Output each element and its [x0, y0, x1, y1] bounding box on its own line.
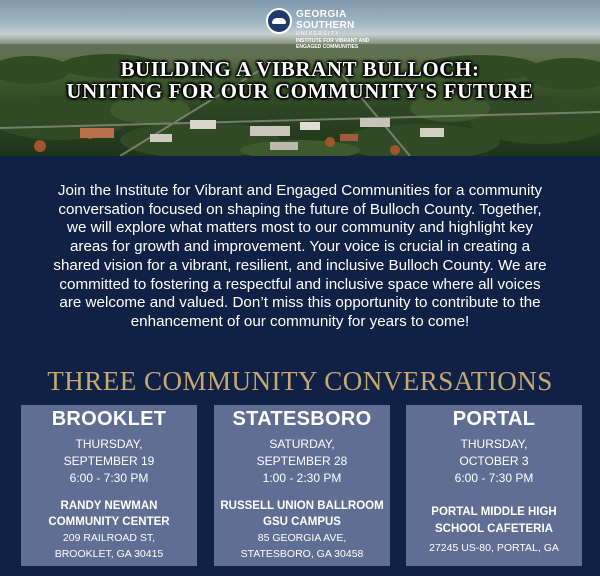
event-date: SEPTEMBER 28 — [256, 454, 348, 468]
event-venue: RANDY NEWMAN — [60, 500, 158, 512]
event-time: 6:00 - 7:30 PM — [69, 471, 149, 485]
event-time: 6:00 - 7:30 PM — [454, 471, 534, 485]
logo-text: GEORGIA — [296, 9, 347, 20]
intro-line: enhancement of our community for years to come! — [130, 312, 470, 330]
event-date: SEPTEMBER 19 — [63, 454, 155, 468]
event-date: OCTOBER 3 — [459, 454, 529, 468]
event-city: BROOKLET — [51, 408, 167, 430]
event-time: 1:00 - 2:30 PM — [262, 471, 342, 485]
eagle-seal-icon — [266, 8, 292, 34]
event-venue: COMMUNITY CENTER — [48, 516, 170, 528]
hero-banner — [0, 0, 600, 156]
section-title: THREE COMMUNITY CONVERSATIONS — [47, 366, 553, 396]
event-venue: SCHOOL CAFETERIA — [435, 523, 553, 535]
event-address: 85 GEORGIA AVE, — [257, 532, 347, 544]
event-address: 209 RAILROAD ST, — [62, 532, 156, 544]
event-address: BROOKLET, GA 30415 — [54, 548, 164, 560]
intro-line: shared vision for a vibrant, resilient, and inclusive Bulloch County. We are — [53, 256, 547, 274]
logo-subtext: INSTITUTE FOR VIBRANT AND — [296, 38, 370, 44]
hero-title-line-2: UNITING FOR OUR COMMUNITY'S FUTURE — [66, 79, 534, 103]
event-card-statesboro — [214, 405, 390, 566]
intro-line: committed to fostering a respectful and inclusive space where all voices — [59, 275, 541, 293]
intro-paragraph — [20, 182, 580, 332]
intro-line: areas for growth and improvement. Your voice is crucial in creating a — [69, 238, 531, 256]
event-address: STATESBORO, GA 30458 — [240, 548, 364, 560]
event-day: THURSDAY, — [75, 437, 143, 451]
event-card-portal — [406, 405, 582, 566]
event-day: SATURDAY, — [269, 437, 335, 451]
intro-line: are welcome and valued. Don’t miss this opportunity to contribute to the — [59, 294, 541, 312]
logo-text: SOUTHERN — [296, 20, 355, 31]
hero-title-line-1: BUILDING A VIBRANT BULLOCH: — [120, 57, 480, 81]
intro-line: we will explore what matters most to our community and highlight key — [67, 219, 533, 237]
event-venue: RUSSELL UNION BALLROOM — [220, 500, 384, 512]
event-venue: PORTAL MIDDLE HIGH — [431, 506, 557, 518]
event-address: 27245 US-80, PORTAL, GA — [429, 542, 559, 554]
university-logo — [266, 6, 396, 50]
intro-line: Join the Institute for Vibrant and Engaged Communities for a community — [57, 182, 543, 199]
event-city: PORTAL — [452, 408, 536, 430]
event-venue: GSU CAMPUS — [263, 516, 341, 528]
event-day: THURSDAY, — [460, 437, 528, 451]
intro-line: conversation focused on shaping the future of Bulloch County. Together, — [58, 200, 542, 218]
logo-text: UNIVERSITY — [296, 31, 341, 37]
event-card-brooklet — [21, 405, 197, 566]
event-city: STATESBORO — [232, 408, 372, 430]
logo-subtext: ENGAGED COMMUNITIES — [296, 44, 359, 50]
